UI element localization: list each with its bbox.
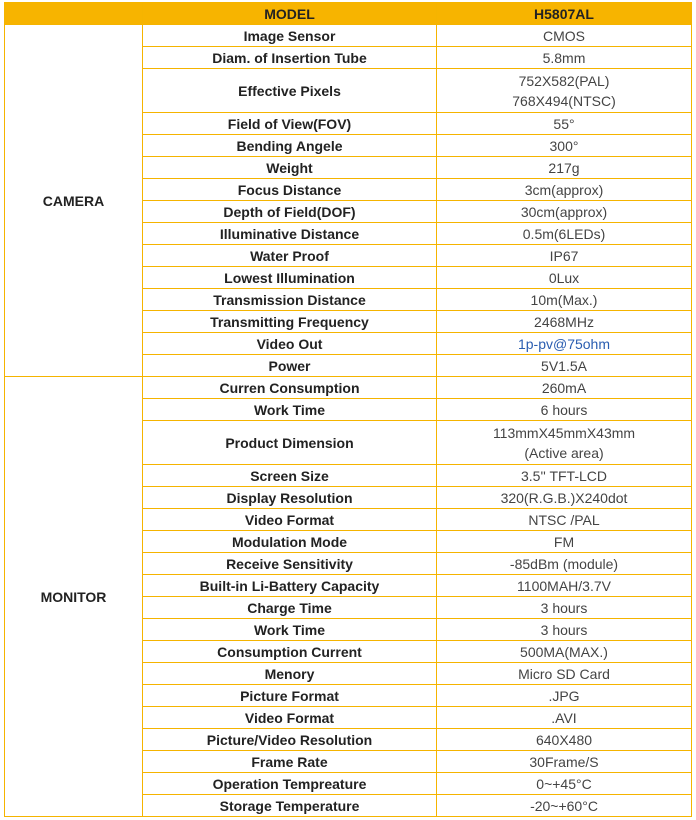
spec-label: Product Dimension [143, 421, 437, 465]
spec-value-line: 1100MAH/3.7V [517, 577, 611, 594]
spec-value [437, 663, 692, 685]
header-model-label: MODEL [143, 3, 437, 25]
spec-value-line: 5V1.5A [541, 357, 587, 374]
spec-value [437, 509, 692, 531]
header-model-value: H5807AL [437, 3, 692, 25]
spec-value-line: 0~+45°C [536, 775, 592, 792]
spec-row [5, 25, 692, 47]
spec-value-line: 113mmX45mmX43mm [492, 424, 636, 441]
spec-value-line: 0.5m(6LEDs) [522, 225, 606, 242]
spec-label: Depth of Field(DOF) [143, 201, 437, 223]
spec-label: Work Time [143, 619, 437, 641]
spec-value [437, 69, 692, 113]
spec-value-line: NTSC /PAL [528, 511, 600, 528]
spec-value-line: Micro SD Card [518, 665, 610, 682]
spec-value-line: 1p-pv@75ohm [517, 335, 611, 352]
group-label-camera: CAMERA [5, 25, 143, 377]
spec-value-line: 300° [549, 137, 579, 154]
spec-label: Power [143, 355, 437, 377]
spec-value-line: 2468MHz [534, 313, 594, 330]
spec-label: Charge Time [143, 597, 437, 619]
spec-value [437, 729, 692, 751]
spec-label: Lowest Illumination [143, 267, 437, 289]
spec-value [437, 531, 692, 553]
spec-value-line: 0Lux [548, 269, 580, 286]
spec-value [437, 751, 692, 773]
spec-label: Field of View(FOV) [143, 113, 437, 135]
spec-value-line: 3 hours [540, 621, 588, 638]
spec-value [437, 619, 692, 641]
spec-value [437, 597, 692, 619]
spec-value-link[interactable] [437, 333, 692, 355]
spec-label: Consumption Current [143, 641, 437, 663]
spec-label: Weight [143, 157, 437, 179]
spec-row [5, 377, 692, 399]
spec-value-line: (Active area) [524, 444, 604, 461]
spec-value [437, 113, 692, 135]
spec-label: Storage Temperature [143, 795, 437, 817]
spec-value [437, 289, 692, 311]
spec-value [437, 267, 692, 289]
spec-label: Illuminative Distance [143, 223, 437, 245]
spec-label: Effective Pixels [143, 69, 437, 113]
spec-label: Operation Tempreature [143, 773, 437, 795]
spec-value-line: 640X480 [535, 731, 593, 748]
spec-value [437, 355, 692, 377]
spec-value-line: CMOS [543, 27, 585, 44]
spec-label: Picture/Video Resolution [143, 729, 437, 751]
spec-label: Video Format [143, 707, 437, 729]
spec-value-line: IP67 [549, 247, 579, 264]
spec-value [437, 47, 692, 69]
spec-value [437, 245, 692, 267]
spec-value [437, 465, 692, 487]
spec-value-line: -20~+60°C [530, 797, 598, 814]
spec-value-line: FM [553, 533, 575, 550]
spec-body [5, 25, 692, 817]
spec-label: Picture Format [143, 685, 437, 707]
spec-value [437, 377, 692, 399]
spec-label: Curren Consumption [143, 377, 437, 399]
spec-label: Modulation Mode [143, 531, 437, 553]
spec-value [437, 399, 692, 421]
spec-value [437, 707, 692, 729]
spec-value-line: 30cm(approx) [520, 203, 608, 220]
spec-value [437, 201, 692, 223]
spec-value-line: 5.8mm [542, 49, 586, 66]
spec-label: Screen Size [143, 465, 437, 487]
spec-value [437, 685, 692, 707]
spec-value [437, 553, 692, 575]
spec-value-line: 768X494(NTSC) [512, 92, 616, 109]
spec-value [437, 641, 692, 663]
spec-label: Frame Rate [143, 751, 437, 773]
spec-value-line: 217g [548, 159, 580, 176]
spec-value-line: 3.5'' TFT-LCD [521, 467, 607, 484]
spec-label: Focus Distance [143, 179, 437, 201]
spec-label: Water Proof [143, 245, 437, 267]
spec-value-line: 3 hours [540, 599, 588, 616]
spec-label: Display Resolution [143, 487, 437, 509]
spec-value-line: 3cm(approx) [524, 181, 604, 198]
spec-label: Bending Angele [143, 135, 437, 157]
spec-value-line: 320(R.G.B.)X240dot [500, 489, 628, 506]
spec-value-line: 30Frame/S [529, 753, 599, 770]
spec-value [437, 421, 692, 465]
spec-label: Transmission Distance [143, 289, 437, 311]
group-label-monitor: MONITOR [5, 377, 143, 817]
spec-value-line: -85dBm (module) [509, 555, 619, 572]
spec-value-line: 55° [553, 115, 575, 132]
spec-label: Built-in Li-Battery Capacity [143, 575, 437, 597]
header-blank-cell [5, 3, 143, 25]
spec-value [437, 487, 692, 509]
spec-value [437, 575, 692, 597]
spec-value [437, 223, 692, 245]
spec-label: Diam. of Insertion Tube [143, 47, 437, 69]
spec-label: Video Format [143, 509, 437, 531]
spec-value [437, 311, 692, 333]
spec-value-line: .JPG [548, 687, 580, 704]
spec-value-line: .AVI [551, 709, 577, 726]
spec-table [4, 2, 692, 817]
spec-value-line: 752X582(PAL) [518, 72, 610, 89]
spec-value [437, 773, 692, 795]
spec-value [437, 25, 692, 47]
spec-label: Work Time [143, 399, 437, 421]
spec-value-line: 260mA [541, 379, 587, 396]
spec-value [437, 135, 692, 157]
spec-label: Receive Sensitivity [143, 553, 437, 575]
spec-value-line: 500MA(MAX.) [520, 643, 608, 660]
spec-value [437, 179, 692, 201]
spec-label: Transmitting Frequency [143, 311, 437, 333]
spec-label: Video Out [143, 333, 437, 355]
spec-value [437, 795, 692, 817]
spec-value-line: 10m(Max.) [530, 291, 598, 308]
spec-value-line: 6 hours [540, 401, 588, 418]
spec-label: Image Sensor [143, 25, 437, 47]
header-row [5, 3, 692, 25]
spec-value [437, 157, 692, 179]
spec-label: Menory [143, 663, 437, 685]
